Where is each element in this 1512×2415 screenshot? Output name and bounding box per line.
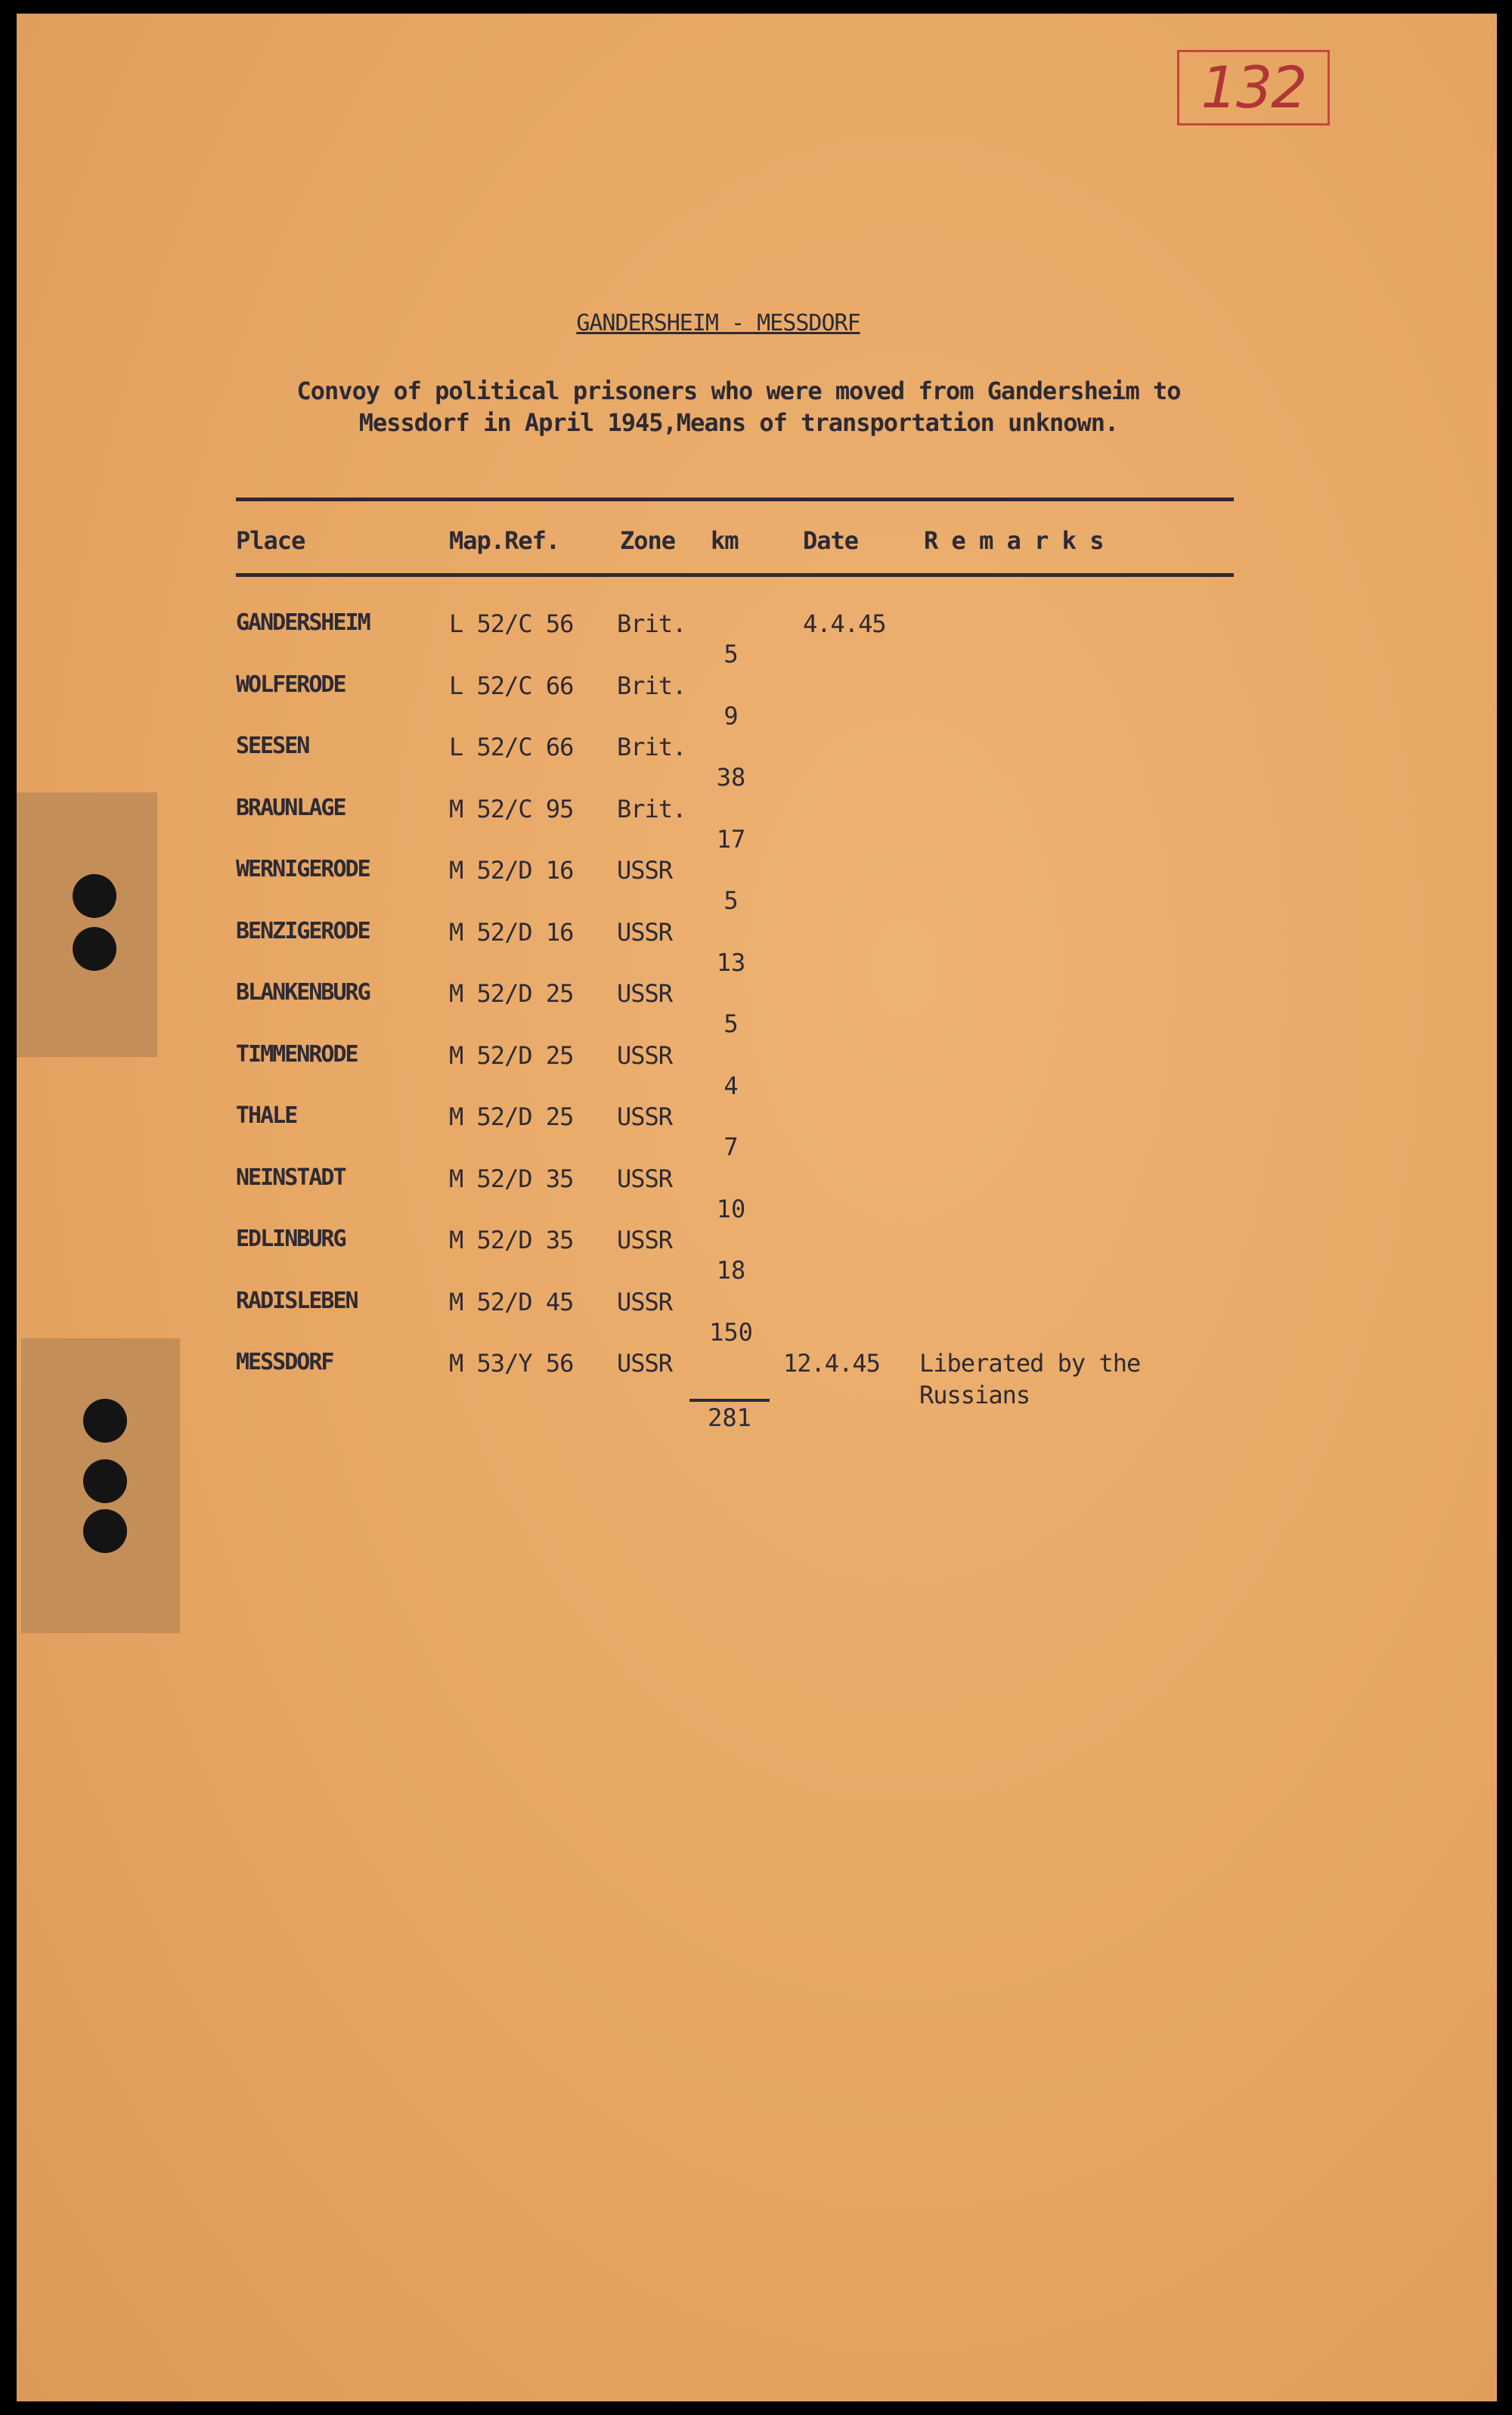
segment-distance: 13 bbox=[716, 947, 746, 977]
row-zone: USSR bbox=[617, 979, 673, 1008]
row-zone: Brit. bbox=[617, 671, 686, 700]
row-place: GANDERSHEIM bbox=[236, 609, 370, 636]
hole-patch-upper bbox=[17, 792, 157, 1057]
segment-distance: 7 bbox=[723, 1133, 739, 1161]
segment-distance: 5 bbox=[723, 640, 739, 668]
row-zone: USSR bbox=[617, 917, 673, 947]
subtitle-line-1: Convoy of political prisoners who were moved from Gandersheim to bbox=[296, 377, 1181, 405]
row-place: SEESEN bbox=[236, 733, 309, 759]
row-place: BLANKENBURG bbox=[236, 979, 370, 1006]
segment-distance: 4 bbox=[723, 1071, 739, 1100]
row-mapref: M 52/C 95 bbox=[449, 794, 574, 823]
header-mapref: Map.Ref. bbox=[449, 526, 560, 555]
row-place: TIMMENRODE bbox=[236, 1040, 358, 1068]
header-place: Place bbox=[236, 526, 305, 555]
row-date: 12.4.45 bbox=[783, 1349, 880, 1378]
row-place: THALE bbox=[236, 1102, 297, 1129]
row-mapref: M 52/D 45 bbox=[449, 1287, 574, 1316]
page-number-stamp: 132 bbox=[1177, 50, 1330, 126]
header-date: Date bbox=[803, 526, 859, 555]
punch-hole bbox=[83, 1459, 127, 1503]
row-zone: USSR bbox=[617, 1226, 673, 1254]
segment-distance: 18 bbox=[716, 1256, 746, 1285]
punch-hole bbox=[83, 1399, 127, 1443]
row-place: EDLINBURG bbox=[236, 1226, 345, 1252]
row-zone: USSR bbox=[617, 1102, 673, 1131]
row-mapref: M 52/D 25 bbox=[449, 979, 574, 1008]
header-remarks: R e m a r k s bbox=[924, 526, 1104, 555]
table-header-rule bbox=[236, 573, 1234, 577]
punch-hole bbox=[73, 874, 116, 918]
segment-distance: 10 bbox=[716, 1194, 746, 1223]
total-km: 281 bbox=[708, 1403, 751, 1432]
total-underline bbox=[689, 1399, 770, 1402]
document-title: GANDERSHEIM - MESSDORF bbox=[576, 310, 860, 336]
punch-hole bbox=[73, 927, 116, 971]
document-page bbox=[17, 14, 1497, 2401]
row-mapref: M 52/D 25 bbox=[449, 1102, 574, 1131]
row-place: MESSDORF bbox=[236, 1349, 333, 1375]
header-zone: Zone bbox=[620, 526, 676, 555]
row-zone: USSR bbox=[617, 856, 673, 885]
row-zone: USSR bbox=[617, 1040, 673, 1070]
row-remarks-line2: Russians bbox=[919, 1381, 1030, 1409]
segment-distance: 150 bbox=[709, 1317, 753, 1347]
row-mapref: M 52/D 35 bbox=[449, 1164, 574, 1193]
document-subtitle bbox=[236, 375, 1241, 439]
row-mapref: M 52/D 16 bbox=[449, 856, 574, 885]
segment-distance: 5 bbox=[723, 886, 739, 915]
row-mapref: L 52/C 66 bbox=[449, 733, 574, 761]
row-zone: Brit. bbox=[617, 794, 686, 823]
row-zone: Brit. bbox=[617, 733, 686, 761]
header-km: km bbox=[711, 526, 739, 555]
table-top-rule bbox=[236, 498, 1234, 501]
row-mapref: L 52/C 56 bbox=[449, 609, 574, 638]
row-mapref: L 52/C 66 bbox=[449, 671, 574, 700]
row-place: BENZIGERODE bbox=[236, 917, 370, 944]
segment-distance: 38 bbox=[716, 763, 746, 792]
row-date: 4.4.45 bbox=[803, 609, 886, 638]
row-place: BRAUNLAGE bbox=[236, 794, 345, 821]
row-mapref: M 53/Y 56 bbox=[449, 1349, 574, 1378]
row-mapref: M 52/D 35 bbox=[449, 1226, 574, 1254]
row-place: NEINSTADT bbox=[236, 1164, 345, 1191]
punch-hole bbox=[83, 1509, 127, 1553]
segment-distance: 17 bbox=[716, 824, 746, 854]
segment-distance: 5 bbox=[723, 1009, 739, 1038]
segment-distance: 9 bbox=[723, 701, 739, 730]
row-place: WERNIGERODE bbox=[236, 856, 370, 882]
subtitle-line-2: Messdorf in April 1945,Means of transportation unknown. bbox=[358, 408, 1119, 437]
row-zone: USSR bbox=[617, 1287, 673, 1316]
row-zone: USSR bbox=[617, 1164, 673, 1193]
row-zone: Brit. bbox=[617, 609, 686, 638]
row-mapref: M 52/D 16 bbox=[449, 917, 574, 947]
row-place: RADISLEBEN bbox=[236, 1287, 358, 1314]
row-remarks: Liberated by the bbox=[919, 1349, 1141, 1378]
row-zone: USSR bbox=[617, 1349, 673, 1378]
row-mapref: M 52/D 25 bbox=[449, 1040, 574, 1070]
row-place: WOLFERODE bbox=[236, 671, 345, 698]
